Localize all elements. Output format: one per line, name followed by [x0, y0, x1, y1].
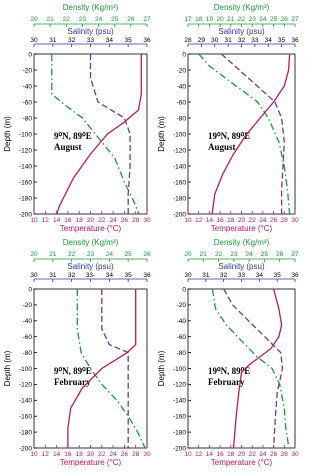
panel-9n-august: [3, 3, 151, 233]
temperature-tick-label: 12: [41, 217, 49, 224]
depth-tick-label: -140: [18, 397, 32, 405]
depth-tick-label: -40: [22, 318, 32, 326]
temperature-tick-label: 16: [64, 451, 72, 458]
density-tick-label: 24: [105, 251, 113, 258]
density-tick-label: 23: [248, 16, 256, 23]
density-tick-label: 23: [78, 16, 87, 23]
salinity-tick-label: 31: [49, 272, 57, 279]
depth-tick-label: -120: [172, 381, 186, 389]
temperature-tick-label: 10: [184, 451, 192, 458]
salinity-tick-label: 31: [49, 37, 57, 44]
temperature-tick-label: 20: [86, 451, 95, 458]
depth-tick-label: -60: [176, 99, 186, 107]
depth-tick-label: -180: [18, 429, 32, 437]
density-tick-label: 27: [291, 16, 299, 23]
salinity-profile-line: [102, 289, 128, 448]
temperature-axis-label: Temperature (°C): [59, 458, 122, 467]
density-tick-label: 26: [143, 251, 151, 258]
panel-19n-august: [157, 3, 299, 233]
depth-tick-label: -60: [22, 99, 32, 107]
depth-axis-label: Depth (m): [157, 116, 166, 152]
temperature-tick-label: 30: [291, 217, 299, 224]
salinity-tick-label: 34: [264, 37, 272, 44]
salinity-tick-label: 29: [197, 37, 205, 44]
salinity-tick-label: 34: [255, 272, 263, 279]
temperature-tick-label: 24: [109, 217, 117, 224]
density-axis-label: Density (Kg/m³): [62, 238, 119, 247]
depth-tick-label: -100: [18, 365, 32, 373]
depth-tick-label: -60: [22, 334, 32, 341]
density-tick-label: 21: [49, 251, 57, 258]
panel-label-line: February: [54, 377, 91, 387]
depth-tick-label: -100: [172, 131, 186, 139]
temperature-tick-label: 10: [30, 451, 38, 458]
density-tick-label: 20: [30, 16, 38, 23]
panel-label-line: August: [54, 142, 82, 152]
density-tick-label: 18: [195, 16, 203, 23]
panel-label-line: 9⁰N, 89⁰E: [54, 366, 92, 376]
density-axis-label: Density (Kg/m³): [213, 238, 270, 247]
density-tick-label: 25: [124, 251, 132, 258]
depth-tick-label: -180: [172, 195, 186, 203]
depth-tick-label: -200: [172, 211, 186, 219]
salinity-tick-label: 35: [124, 272, 132, 279]
temperature-tick-label: 18: [227, 451, 235, 458]
salinity-axis-label: Salinity (psu): [218, 262, 265, 271]
temperature-tick-label: 30: [143, 217, 151, 224]
depth-tick-label: -200: [172, 445, 186, 453]
temperature-tick-label: 24: [109, 451, 117, 458]
density-tick-label: 22: [62, 16, 70, 23]
temperature-tick-label: 20: [237, 217, 246, 224]
salinity-tick-label: 30: [184, 272, 192, 279]
density-tick-label: 26: [276, 251, 284, 258]
salinity-tick-label: 30: [30, 272, 38, 279]
temperature-tick-label: 28: [132, 217, 140, 224]
temperature-tick-label: 16: [64, 217, 72, 224]
salinity-axis-label: Salinity (psu): [218, 27, 265, 36]
temperature-tick-label: 18: [75, 451, 83, 458]
temperature-tick-label: 24: [259, 217, 267, 224]
density-tick-label: 23: [86, 251, 95, 258]
salinity-profile-line: [91, 54, 131, 214]
density-tick-label: 20: [184, 251, 192, 258]
panel-label-line: 19⁰N, 89⁰E: [208, 366, 251, 376]
salinity-axis-label: Salinity (psu): [67, 262, 114, 271]
depth-tick-label: -60: [176, 334, 186, 341]
salinity-tick-label: 32: [68, 37, 76, 44]
temperature-tick-label: 14: [205, 217, 214, 224]
depth-tick-label: -180: [18, 195, 32, 203]
depth-tick-label: -140: [172, 397, 186, 405]
depth-tick-label: -80: [22, 349, 32, 357]
depth-tick-label: -100: [18, 131, 32, 139]
salinity-tick-label: 30: [211, 37, 219, 44]
density-tick-label: 26: [127, 16, 135, 23]
density-tick-label: 22: [237, 16, 246, 23]
salinity-tick-label: 36: [143, 37, 151, 44]
salinity-tick-label: 32: [237, 37, 246, 44]
depth-tick-label: -120: [18, 147, 32, 155]
salinity-tick-label: 36: [291, 272, 299, 279]
salinity-tick-label: 32: [68, 272, 76, 279]
depth-tick-label: -160: [172, 179, 186, 187]
depth-tick-label: -20: [176, 67, 186, 75]
temperature-axis-label: Temperature (°C): [210, 458, 273, 467]
temperature-tick-label: 26: [120, 451, 129, 458]
depth-tick-label: -40: [176, 83, 186, 91]
temperature-tick-label: 28: [132, 451, 140, 458]
temperature-tick-label: 30: [143, 451, 151, 458]
depth-tick-label: 0: [182, 51, 186, 59]
depth-tick-label: 0: [28, 286, 32, 294]
panel-label-line: August: [208, 142, 236, 152]
density-tick-label: 26: [280, 16, 288, 23]
density-tick-label: 24: [245, 251, 253, 258]
temperature-tick-label: 14: [52, 451, 61, 458]
salinity-tick-label: 28: [184, 37, 192, 44]
temperature-tick-label: 24: [259, 451, 267, 458]
temperature-tick-label: 22: [248, 451, 256, 458]
panel-19n-february: [157, 238, 299, 467]
temperature-axis-label: Temperature (°C): [59, 224, 122, 233]
salinity-tick-label: 35: [273, 272, 281, 279]
density-tick-label: 21: [46, 16, 54, 23]
depth-tick-label: -100: [172, 365, 186, 373]
depth-tick-label: -20: [22, 302, 32, 310]
temperature-tick-label: 18: [227, 217, 235, 224]
temperature-axis-label: Temperature (°C): [210, 224, 273, 233]
depth-tick-label: -40: [176, 318, 186, 326]
salinity-tick-label: 30: [30, 37, 38, 44]
temperature-tick-label: 22: [98, 451, 106, 458]
temperature-tick-label: 10: [30, 217, 38, 224]
panel-label-line: February: [208, 377, 245, 387]
temperature-tick-label: 12: [41, 451, 49, 458]
density-tick-label: 25: [111, 16, 119, 23]
temperature-tick-label: 30: [291, 451, 299, 458]
depth-axis-label: Depth (m): [3, 350, 12, 387]
salinity-tick-label: 32: [220, 272, 228, 279]
temperature-tick-label: 12: [195, 217, 203, 224]
temperature-tick-label: 12: [195, 451, 203, 458]
panel-label-line: 19⁰N, 89⁰E: [208, 131, 251, 141]
temperature-tick-label: 26: [269, 217, 278, 224]
salinity-tick-label: 31: [224, 37, 232, 44]
temperature-tick-label: 20: [86, 217, 95, 224]
density-tick-label: 25: [269, 16, 278, 23]
depth-tick-label: -40: [22, 83, 32, 91]
temperature-tick-label: 14: [52, 217, 61, 224]
depth-axis-label: Depth (m): [157, 350, 166, 387]
depth-tick-label: -120: [18, 381, 32, 389]
density-tick-label: 17: [184, 16, 192, 23]
density-tick-label: 27: [143, 16, 151, 23]
density-tick-label: 23: [230, 251, 238, 258]
density-tick-label: 19: [205, 16, 214, 23]
salinity-tick-label: 34: [105, 37, 113, 44]
depth-tick-label: -120: [172, 147, 186, 155]
salinity-tick-label: 35: [278, 37, 286, 44]
depth-tick-label: -20: [22, 67, 32, 75]
density-tick-label: 20: [216, 16, 224, 23]
depth-tick-label: 0: [28, 51, 32, 59]
salinity-tick-label: 36: [291, 37, 299, 44]
depth-tick-label: -80: [22, 115, 32, 123]
temperature-tick-label: 26: [120, 217, 129, 224]
temperature-tick-label: 26: [269, 451, 278, 458]
density-axis-label: Density (Kg/m³): [213, 3, 270, 12]
density-tick-label: 25: [260, 251, 269, 258]
density-axis-label: Density (Kg/m³): [62, 3, 119, 12]
salinity-tick-label: 33-: [85, 272, 96, 279]
density-tick-label: 27: [291, 251, 299, 258]
salinity-tick-label: 33: [237, 272, 246, 279]
density-tick-label: 21: [227, 16, 235, 23]
depth-tick-label: -140: [18, 163, 32, 171]
temperature-tick-label: 14: [205, 451, 214, 458]
density-tick-label: 24: [94, 16, 103, 23]
depth-axis-label: Depth (m): [3, 116, 12, 152]
panel-9n-february: [3, 238, 151, 467]
depth-tick-label: -180: [172, 429, 186, 437]
density-tick-label: 20: [30, 251, 38, 258]
salinity-tick-label: 31: [202, 272, 210, 279]
salinity-tick-label: 35: [124, 37, 132, 44]
depth-tick-label: -160: [172, 413, 186, 421]
salinity-tick-label: 33: [86, 37, 95, 44]
density-tick-label: 22: [214, 251, 223, 258]
density-tick-label: 22: [68, 251, 76, 258]
depth-tick-label: -160: [18, 179, 32, 187]
temperature-tick-label: 28: [280, 217, 288, 224]
temperature-tick-label: 10: [184, 217, 192, 224]
depth-tick-label: -200: [18, 211, 32, 219]
temperature-tick-label: 20: [237, 451, 246, 458]
depth-tick-label: 0: [182, 286, 186, 294]
temperature-tick-label: 16: [216, 217, 224, 224]
density-tick-label: 24: [259, 16, 267, 23]
temperature-tick-label: 16: [216, 451, 224, 458]
depth-tick-label: -200: [18, 445, 32, 453]
depth-tick-label: -80: [176, 115, 186, 123]
salinity-tick-label: 36: [143, 272, 151, 279]
panel-label-line: 9⁰N, 89⁰E: [54, 131, 92, 141]
depth-tick-label: -80: [176, 349, 186, 357]
temperature-tick-label: 22: [248, 217, 256, 224]
temperature-tick-label: 18: [75, 217, 83, 224]
depth-tick-label: -20: [176, 302, 186, 310]
depth-tick-label: -160: [18, 413, 32, 421]
salinity-tick-label: 34: [105, 272, 113, 279]
temperature-tick-label: 28: [280, 451, 288, 458]
salinity-tick-label: 33: [251, 37, 259, 44]
temperature-tick-label: 22: [98, 217, 106, 224]
depth-tick-label: -140: [172, 163, 186, 171]
density-tick-label: 21: [199, 251, 207, 258]
salinity-axis-label: Salinity (psu): [67, 27, 114, 36]
